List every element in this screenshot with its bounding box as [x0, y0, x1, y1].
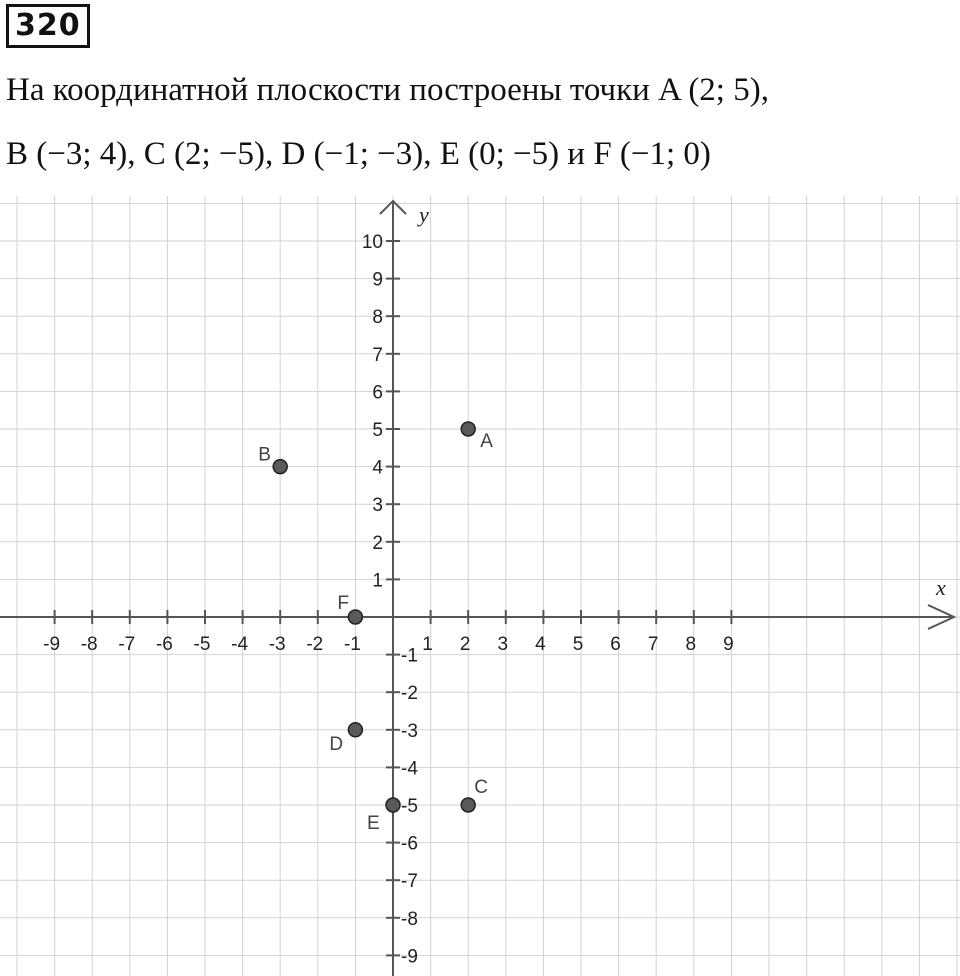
y-tick-label: -7 [401, 871, 418, 893]
grid [0, 196, 960, 976]
x-tick-label: -3 [268, 634, 286, 655]
point-label-f: F [337, 593, 350, 614]
statement-line-1: На координатной плоскости построены точки A (2; 5), [6, 72, 769, 108]
x-tick-label: 5 [572, 634, 584, 655]
x-tick-label: 3 [497, 634, 509, 655]
axes [0, 201, 954, 976]
y-tick-label: -3 [401, 720, 418, 742]
statement-line-2: B (−3; 4), C (2; −5), D (−1; −3), E (0; −5) и F (−1; 0) [6, 136, 711, 172]
problem-number: 320 [6, 4, 90, 48]
y-tick-label: -6 [401, 833, 418, 855]
point-label-e: E [367, 813, 380, 834]
data-points [258, 422, 493, 834]
y-tick-label: 5 [372, 420, 383, 441]
y-tick-label: -9 [401, 946, 418, 968]
x-tick-label: 7 [647, 634, 659, 655]
y-tick-label: 2 [372, 532, 383, 554]
point-f [348, 610, 362, 624]
y-tick-label: 9 [372, 269, 383, 291]
x-tick-label: 1 [422, 634, 433, 655]
point-d [348, 723, 362, 737]
point-label-d: D [329, 733, 344, 755]
x-tick-label: -8 [80, 634, 98, 655]
point-label-a: A [480, 431, 493, 452]
x-tick-label: 4 [535, 634, 546, 655]
point-a [461, 422, 475, 436]
y-tick-label: -1 [401, 645, 418, 667]
point-c [461, 798, 475, 812]
x-tick-label: -2 [306, 634, 324, 655]
x-tick-label: 6 [610, 634, 621, 655]
y-tick-label: 8 [372, 307, 383, 329]
x-tick-label: -7 [118, 634, 136, 655]
y-tick-label: 7 [372, 344, 383, 366]
y-tick-label: -5 [401, 796, 418, 817]
y-tick-label: -2 [401, 683, 418, 705]
point-e [386, 798, 400, 812]
x-tick-label: 8 [685, 634, 697, 655]
x-tick-label: 2 [459, 634, 471, 655]
x-tick-label: -9 [43, 634, 61, 655]
x-tick-label: -1 [343, 634, 361, 655]
y-tick-label: 4 [372, 457, 383, 479]
x-tick-label: -5 [193, 634, 211, 655]
x-axis-label: x [936, 575, 946, 600]
y-axis-label: y [419, 202, 429, 227]
point-b [273, 460, 287, 474]
y-tick-label: 1 [372, 570, 383, 592]
x-tick-label: -4 [231, 634, 249, 655]
x-tick-label: -6 [155, 634, 173, 655]
x-tick-label: 9 [723, 634, 734, 655]
y-tick-label: 3 [372, 495, 383, 517]
y-tick-label: 6 [372, 382, 383, 404]
y-tick-label: -4 [401, 758, 418, 780]
y-tick-label: 10 [361, 232, 383, 253]
point-label-c: C [474, 777, 488, 798]
point-label-b: B [258, 444, 271, 466]
tick-labels [43, 232, 734, 967]
y-tick-label: -8 [401, 908, 418, 930]
coordinate-plane [0, 196, 960, 976]
